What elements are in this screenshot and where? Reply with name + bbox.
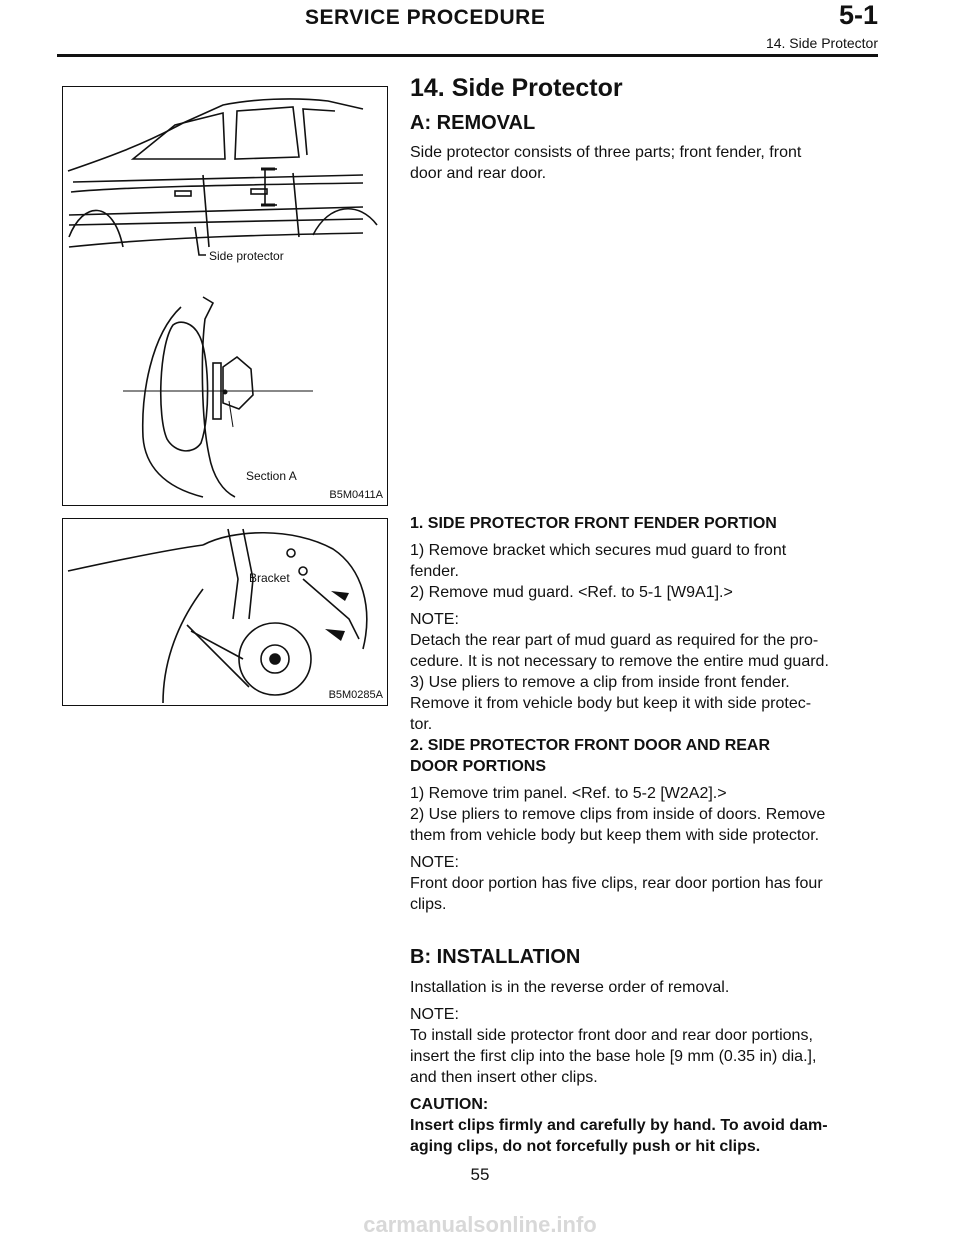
installation-heading: B: INSTALLATION <box>410 946 581 968</box>
label-bracket: Bracket <box>249 571 290 585</box>
removal-heading: A: REMOVAL <box>410 112 536 134</box>
part2-heading-line1: 2. SIDE PROTECTOR FRONT DOOR AND REAR <box>410 737 771 754</box>
side-protector-illustration <box>63 87 386 504</box>
part1-heading: 1. SIDE PROTECTOR FRONT FENDER PORTION <box>410 515 777 532</box>
figure-code: B5M0285A <box>328 689 383 701</box>
note-label: NOTE: <box>410 611 459 628</box>
section-code: 5-1 <box>838 0 878 30</box>
watermark: carmanualsonline.info <box>363 1212 597 1237</box>
header-title: SERVICE PROCEDURE <box>305 6 546 29</box>
label-section-a: Section A <box>246 469 297 483</box>
note-label: NOTE: <box>410 1006 459 1023</box>
removal-intro: Side protector consists of three parts; front fender, front door and rear door. <box>410 144 802 182</box>
caution-label: CAUTION: <box>410 1096 489 1113</box>
part2-block: 2. SIDE PROTECTOR FRONT DOOR AND REAR DOOR PORTIONS 1) Remove trim panel. <Ref. to 5-2 [W2A2].> 2) Use pliers to remove clips from inside of doors. Remove them from vehicle body but keep them with side protector. NOTE: Front door portion has five clips, rear door portion has four clips. <box>410 735 878 915</box>
label-side-protector: Side protector <box>209 249 284 263</box>
removal-block <box>410 113 878 134</box>
page-title: 14. Side Protector <box>410 74 623 102</box>
note-label: NOTE: <box>410 854 459 871</box>
figure-side-protector <box>62 86 388 506</box>
section-title <box>410 74 878 102</box>
installation-block: B: INSTALLATION Installation is in the reverse order of removal. NOTE: To install side protector front door and rear door portions, insert the first clip into the base hole [9 mm (0.35 in) dia.], and then insert other clips. CAUTION: Insert clips firmly and carefully by hand. To avoid dam- aging clips, do not forcefully push or hit clips. <box>410 947 878 1157</box>
header-subtitle: 14. Side Protector <box>765 35 878 51</box>
part2-heading-line2: DOOR PORTIONS <box>410 758 547 775</box>
header-rule <box>57 54 878 57</box>
figure-mud-guard <box>62 518 388 706</box>
mud-guard-illustration <box>63 519 386 704</box>
part1-block: 1. SIDE PROTECTOR FRONT FENDER PORTION 1) Remove bracket which secures mud guard to front fender. 2) Remove mud guard. <Ref. to 5-1 [W9A1].> NOTE: Detach the rear part of mud guard as required for the pro- cedure. It is not necessary to remove the entire mud guard. 3) Use pliers to remove a clip from inside front fender. Remove it from vehicle body but keep it with side protec- tor. <box>410 513 878 735</box>
page-number: 55 <box>470 1165 490 1184</box>
figure-code: B5M0411A <box>329 489 383 501</box>
